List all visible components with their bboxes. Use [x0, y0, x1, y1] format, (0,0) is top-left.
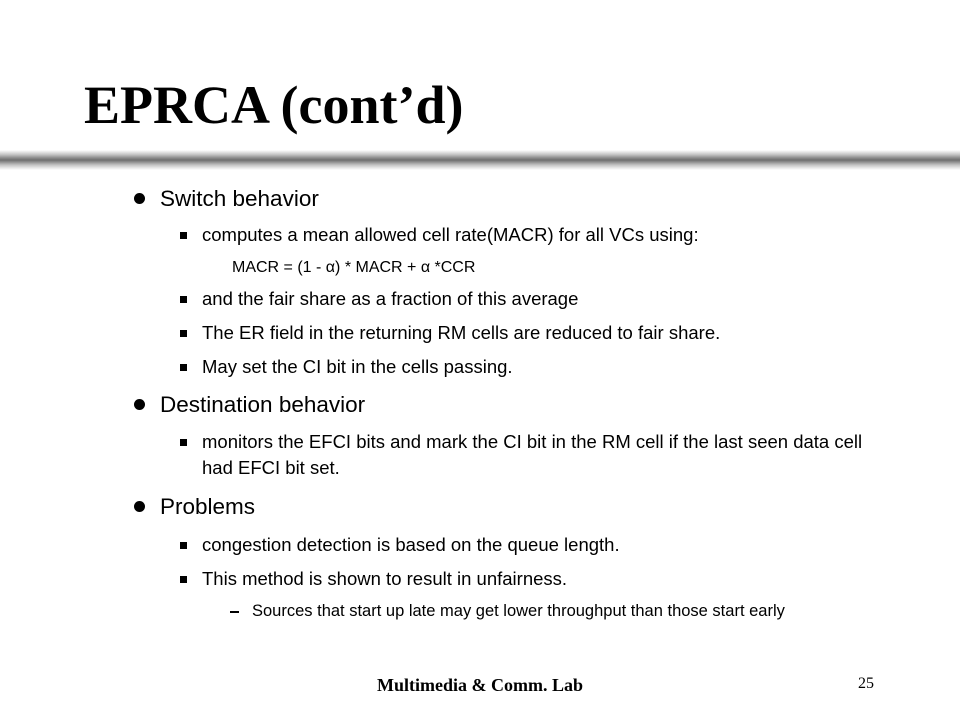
sub-bullet-marker: [180, 330, 187, 337]
sub-bullet-text: monitors the EFCI bits and mark the CI bit in the RM cell if the last seen data cell had EFCI bit set.: [202, 431, 863, 478]
slide-title: EPRCA (cont’d): [84, 75, 464, 135]
sub-bullet-text: May set the CI bit in the cells passing.: [202, 356, 513, 377]
sub-bullet-marker: [180, 576, 187, 583]
sub-bullet-text: This method is shown to result in unfairness.: [202, 568, 568, 589]
bullet-dot: [134, 399, 145, 410]
macr-formula: MACR = (1 - α) * MACR + α *CCR: [232, 259, 476, 276]
sub-bullet-marker: [180, 232, 187, 239]
sub-bullet-marker: [180, 296, 187, 303]
title-divider: [0, 150, 960, 170]
dash-marker: [230, 611, 239, 613]
sub-bullet-text: and the fair share as a fraction of this average: [202, 288, 579, 309]
footer-lab-name: Multimedia & Comm. Lab: [377, 675, 583, 695]
sub-bullet-text: congestion detection is based on the queue length.: [202, 534, 620, 555]
bullet-destination-behavior: Destination behavior: [160, 392, 366, 417]
sub-bullet-marker: [180, 542, 187, 549]
page-number: 25: [858, 675, 874, 692]
bullet-dot: [134, 193, 145, 204]
sub-bullet-text: The ER field in the returning RM cells are reduced to fair share.: [202, 322, 721, 343]
bullet-dot: [134, 501, 145, 512]
bullet-switch-behavior: Switch behavior: [160, 186, 319, 211]
bullet-problems: Problems: [160, 494, 256, 519]
sub-sub-bullet-text: Sources that start up late may get lower throughput than those start early: [252, 602, 785, 620]
sub-bullet-text: computes a mean allowed cell rate(MACR) for all VCs using:: [202, 224, 699, 245]
sub-bullet-marker: [180, 439, 187, 446]
sub-bullet-marker: [180, 364, 187, 371]
